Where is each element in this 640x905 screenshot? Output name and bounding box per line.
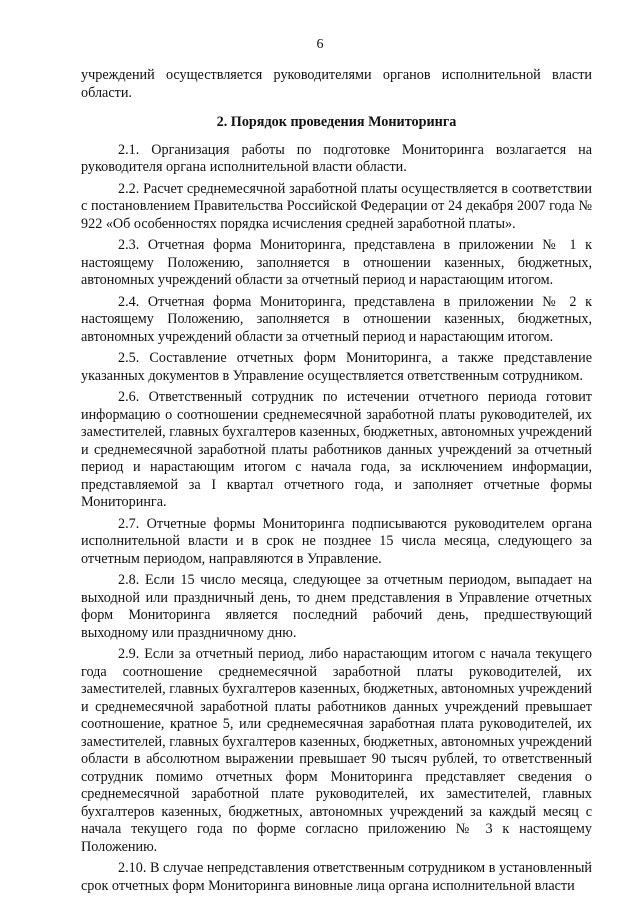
section-heading: 2. Порядок проведения Мониторинга [216,114,457,130]
paragraph-2-10: 2.10. В случае непредставления ответственным сотрудником в установленный срок отчетных форм Мониторинга виновные лица органа исполнительной власти [81,860,592,894]
paragraph-2-8: 2.8. Если 15 число месяца, следующее за отчетным периодом, выпадает на выходной или праздничный день, то днем представления в Управление отчетных форм Мониторинга является последний рабочий день, предшествующий выходному или праздничному дню. [81,572,592,641]
paragraph-2-5: 2.5. Составление отчетных форм Мониторинга, а также представление указанных документов в Управление осуществляется ответственным сотрудником. [81,350,592,384]
paragraph-2-6: 2.6. Ответственный сотрудник по истечении отчетного периода готовит информацию о соотношении среднемесячной заработной платы руководителей, их заместителей, главных бухгалтеров казенных, бюджетных, автономных учреждений и среднемесячной заработной платы работников данных учреждений за отчетный период и нарастающим итогом с начала года, за исключением информации, представляемой за I квартал отчетного года, и заполняет отчетные формы Мониторинга. [81,389,592,510]
intro-continuation: учреждений осуществляется руководителями органов исполнительной власти области. [81,67,592,101]
paragraph-2-4: 2.4. Отчетная форма Мониторинга, представлена в приложении № 2 к настоящему Положению, заполняется в отношении казенных, бюджетных, автономных учреждений области за отчетный период и нарастающим итогом. [81,293,592,345]
paragraph-2-1: 2.1. Организация работы по подготовке Мониторинга возлагается на руководителя органа исполнительной власти области. [81,141,592,175]
paragraph-2-7: 2.7. Отчетные формы Мониторинга подписываются руководителем органа исполнительной власти и в срок не позднее 15 числа месяца, следующего за отчетным периодом, направляются в Управление. [81,515,592,567]
document-body [81,67,592,899]
paragraph-2-3: 2.3. Отчетная форма Мониторинга, представлена в приложении № 1 к настоящему Положению, заполняется в отношении казенных, бюджетных, автономных учреждений области за отчетный период и нарастающим итогом. [81,237,592,288]
paragraph-2-2: 2.2. Расчет среднемесячной заработной платы осуществляется в соответствии с постановлением Правительства Российской Федерации от 24 декабря 2007 года № 922 «Об особенностях порядка исчисления средней заработной платы». [81,180,592,232]
page-number: 6 [316,37,324,52]
paragraph-2-9: 2.9. Если за отчетный период, либо нарастающим итогом с начала текущего года соотношение среднемесячной заработной платы руководителей, их заместителей, главных бухгалтеров казенных, бюджетных, автономных учреждений и среднемесячной заработной платы работников данных учреждений превышает соотношение, кратное 5, или среднемесячная заработная плата руководителей, их заместителей, главных бухгалтеров казенных, бюджетных, автономных учреждений области в абсолютном выражении превышает 90 тысяч рублей, то ответственный сотрудник помимо отчетных форм Мониторинга представляет сведения о среднемесячной заработной плате руководителей, их заместителей, главных бухгалтеров казенных, бюджетных, автономных учреждений за каждый месяц с начала текущего года по форме согласно приложению № 3 к настоящему Положению. [81,646,592,855]
